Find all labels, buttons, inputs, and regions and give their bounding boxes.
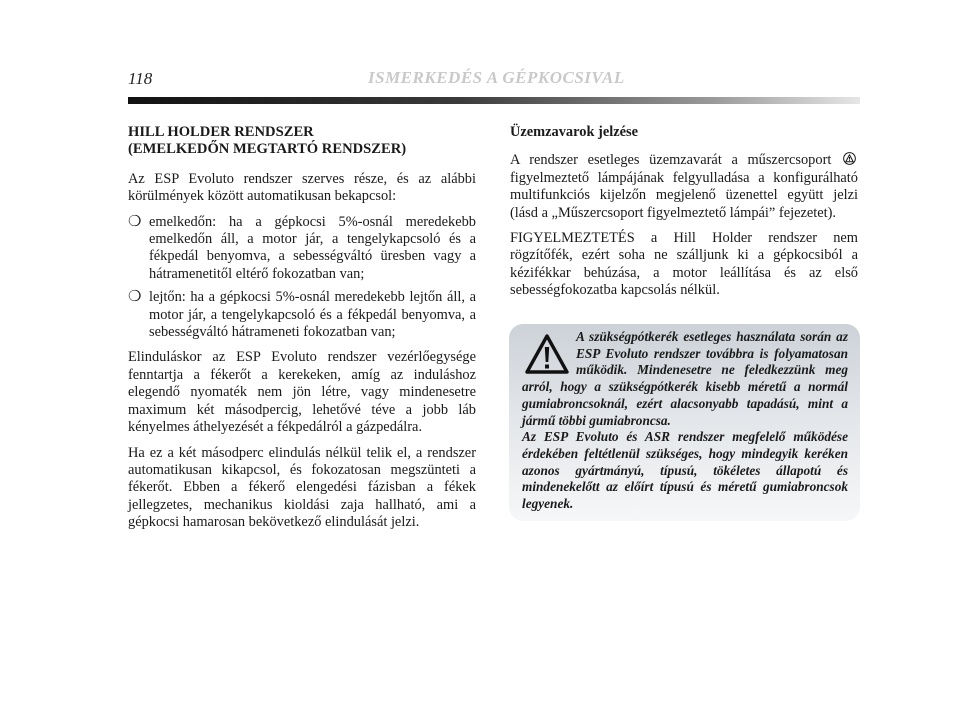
warning-box: [509, 324, 860, 521]
list-item: [128, 214, 476, 284]
section-heading: [128, 124, 476, 159]
heading-line-1: HILL HOLDER RENDSZER: [128, 124, 314, 140]
list-item-text: emelkedőn: ha a gépkocsi 5%-osnál meredekebb emelkedőn áll, a motor jár, a tengelykapcsoló és a fékpedál benyomva, a sebességváltó üresben vagy a hátramenetitől eltérő fokozatban van;: [149, 213, 476, 282]
warning-text-2: Az ESP Evoluto és ASR rendszer megfelelő működése érdekében feltétlenül szükséges, hogy mindegyik keréken azonos gyártmányú, típusú, tökéletes állapotú és mindenekelőtt az előírt típusú és méretű gumiabroncsok legyenek.: [522, 429, 848, 512]
fault-paragraph: [510, 152, 858, 222]
page-number: 118: [128, 69, 153, 88]
intro-paragraph: Az ESP Evoluto rendszer szerves része, és az alábbi körülmények között automatikusan bekapcsol:: [128, 170, 476, 205]
warning-text-1: A szükségpótkerék esetleges használata során az ESP Evoluto rendszer továbbra is folyamatosan működik. Mindenesetre ne feledkezzünk meg arról, hogy a szükségpótkerék kisebb méretű a normál gumiabroncsoknál, ezért alacsonyabb tapadású, mint a jármű többi gumiabroncsa.: [522, 329, 848, 428]
warning-triangle-icon: [843, 152, 856, 165]
left-column: [128, 122, 476, 540]
caution-paragraph: FIGYELMEZTETÉS a Hill Holder rendszer nem rögzítőfék, ezért soha ne szálljunk ki a gépkocsiból a kézifékkar behúzása, a motor leállítása és az első sebességfokozatba kapcsolás nélkül.: [510, 230, 858, 299]
warning-triangle-icon: [524, 333, 570, 375]
fault-text-end: figyelmeztető lámpájának felgyulladása a konfigurálható multifunkciós kijelzőn megjelenő üzenettel együtt jelzi (lásd a „Műszercsoport figyelmeztető lámpái” fejezetet).: [510, 169, 858, 221]
chapter-title: ISMERKEDÉS A GÉPKOCSIVAL: [368, 68, 625, 87]
fault-text-start: A rendszer esetleges üzemzavarát a műszercsoport: [510, 152, 832, 169]
fault-indication-heading: Üzemzavarok jelzése: [510, 124, 638, 140]
circle-bullet-icon: ❍: [128, 213, 142, 230]
list-item: [128, 289, 476, 341]
startup-paragraph: Elinduláskor az ESP Evoluto rendszer vezérlőegysége fenntartja a fékerőt a kerekeken, amíg az induláshoz elegendő nyomaték nem jön létre, vagy mindenesetre maximum két másodpercig, lehetővé téve a jobb láb kényelmes áthelyezését a fékpedálról a gázpedálra.: [128, 349, 476, 436]
header-rule: [128, 97, 860, 104]
condition-list: [128, 214, 476, 342]
list-item-text: lejtőn: ha a gépkocsi 5%-osnál meredekebb lejtőn áll, a motor jár, a tengelykapcsoló és a fékpedál benyomva, a sebességváltó hátrameneti fokozatban van;: [149, 289, 476, 341]
release-paragraph: Ha ez a két másodperc elindulás nélkül telik el, a rendszer automatikusan kikapcsol, és fokozatosan megszünteti a fékerőt. Ebben a fékerő elengedési fázisban a fékek jellegzetes, mechanikus kioldási zaja hallható, ami a gépkocsi hamarosan bekövetkező elindulását jelzi.: [128, 444, 476, 531]
right-column: [510, 122, 858, 308]
warning-icon-container: [524, 333, 570, 379]
circle-bullet-icon: ❍: [128, 289, 142, 306]
heading-line-2: (EMELKEDŐN MEGTARTÓ RENDSZER): [128, 141, 407, 158]
